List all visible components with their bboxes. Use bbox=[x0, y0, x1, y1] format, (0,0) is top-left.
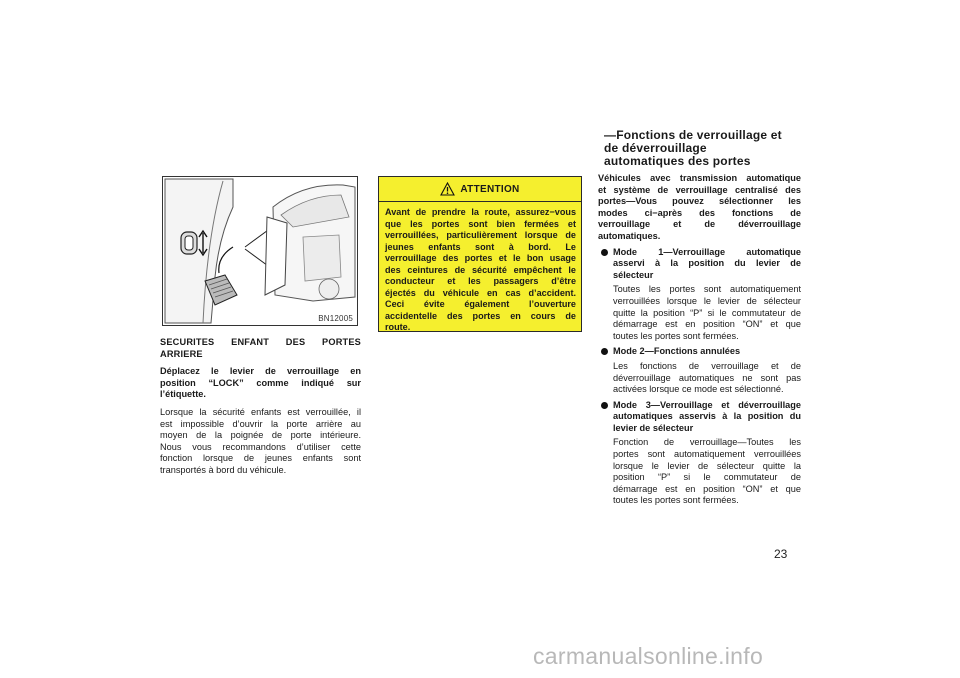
intro-paragraph bbox=[598, 173, 801, 243]
warning-line: jeunes enfants sont à bord. Le bbox=[385, 241, 576, 252]
warning-line: accidentelle des portes en cours de bbox=[385, 310, 576, 321]
text-line: levier de sélecteur bbox=[613, 422, 694, 433]
text-line: déverrouillage automatiques ne sont pas bbox=[613, 372, 801, 383]
warning-line: Avant de prendre la route, assurez−vous bbox=[385, 207, 576, 217]
attention-header bbox=[379, 177, 581, 201]
section-heading bbox=[160, 337, 361, 360]
site-watermark: carmanualsonline.info bbox=[533, 643, 764, 669]
instruction-paragraph bbox=[160, 366, 361, 401]
warning-line: verrouillage des portes et le bon usage bbox=[385, 253, 576, 263]
warning-line: conducteur et les passagers d’être bbox=[385, 276, 576, 286]
text-line: moyen de la poignée de porte intérieure. bbox=[160, 430, 361, 441]
auto-lock-section bbox=[598, 173, 801, 507]
title-line: automatiques des portes bbox=[604, 154, 751, 168]
child-lock-illustration bbox=[162, 176, 358, 326]
text-line: asservi à la position du levier de bbox=[613, 258, 801, 269]
mode-heading bbox=[598, 346, 801, 358]
mode-description bbox=[598, 437, 801, 507]
text-line: portes—Vous pouvez sélectionner les bbox=[598, 196, 801, 207]
text-line: automatiques asservis à la position du bbox=[613, 411, 801, 422]
warning-line: que les portes sont bien fermées et bbox=[385, 218, 576, 229]
heading-line: SECURITES ENFANT DES PORTES bbox=[160, 337, 361, 347]
text-line: Déplacez le levier de verrouillage en bbox=[160, 366, 361, 377]
text-line: verrouillage et de déverrouillage bbox=[598, 219, 801, 230]
text-line: quitte la position “P” si le commutateur de bbox=[613, 307, 801, 318]
warning-line: des ceintures de sécurité empêchent le bbox=[385, 264, 576, 275]
text-line: position “P” si le commutateur de bbox=[613, 472, 801, 483]
attention-box bbox=[378, 176, 582, 332]
child-safety-section bbox=[160, 337, 361, 477]
text-line: Fonction de verrouillage—Toutes les bbox=[613, 437, 801, 448]
text-line: lorsque le levier de sélecteur quitte la bbox=[613, 460, 801, 471]
mode-1-item bbox=[598, 247, 801, 343]
text-line: automatiques. bbox=[598, 230, 661, 241]
text-line: Lorsque la sécurité enfants est verrouillée, il bbox=[160, 406, 361, 417]
mode-3-item bbox=[598, 400, 801, 507]
text-line: toutes les portes sont fermées. bbox=[613, 330, 739, 341]
mode-heading bbox=[598, 400, 801, 435]
text-line: modes ci−après des fonctions de bbox=[598, 207, 801, 218]
text-line: démarrage est en position “ON” et que bbox=[613, 319, 801, 330]
text-line: Mode 1—Verrouillage automatique bbox=[613, 246, 801, 257]
text-line: activées lorsque ce mode est sélectionné. bbox=[613, 384, 784, 395]
title-line: de déverrouillage bbox=[604, 141, 707, 155]
mode-heading bbox=[598, 247, 801, 282]
text-line: et système de verrouillage centralisé des bbox=[598, 184, 801, 195]
text-line: Les fonctions de verrouillage et de bbox=[613, 360, 801, 371]
text-line: Toutes les portes sont automatiquement bbox=[613, 284, 801, 295]
warning-line: verrouillées, particulièrement lorsque de bbox=[385, 230, 576, 240]
text-line: l’étiquette. bbox=[160, 389, 206, 400]
title-line: —Fonctions de verrouillage et bbox=[604, 128, 782, 142]
door-lock-drawing bbox=[163, 177, 357, 325]
attention-divider bbox=[379, 201, 581, 202]
section-title bbox=[604, 129, 804, 168]
attention-title: ATTENTION bbox=[460, 183, 520, 195]
warning-triangle-icon bbox=[440, 182, 455, 196]
bullet-icon bbox=[601, 249, 608, 256]
text-line: démarrage est en position “ON” et que bbox=[613, 483, 801, 494]
text-line: fonction lorsque de jeunes enfants sont bbox=[160, 453, 361, 464]
warning-line: Ceci évite également l’ouverture bbox=[385, 299, 576, 309]
text-line: position “LOCK” comme indiqué sur bbox=[160, 377, 361, 388]
text-line: transportés à bord du véhicule. bbox=[160, 464, 287, 475]
figure-code: BN12005 bbox=[318, 314, 353, 323]
explanation-paragraph bbox=[160, 407, 361, 477]
mode-description bbox=[598, 361, 801, 396]
text-line: verrouillées lorsque le levier de sélecteur bbox=[613, 295, 801, 306]
text-line: Véhicules avec transmission automatique bbox=[598, 173, 801, 183]
text-line: Nous vous recommandons d’utiliser cette bbox=[160, 441, 361, 452]
text-line: portes sont automatiquement verrouillées bbox=[613, 449, 801, 460]
text-line: Mode 2—Fonctions annulées bbox=[613, 346, 741, 357]
mode-description bbox=[598, 284, 801, 342]
page-number: 23 bbox=[774, 547, 788, 561]
text-line: sélecteur bbox=[613, 269, 654, 280]
mode-2-item bbox=[598, 346, 801, 395]
attention-text bbox=[385, 207, 576, 334]
text-line: toutes les portes sont fermées. bbox=[613, 495, 739, 506]
bullet-icon bbox=[601, 402, 608, 409]
heading-line: ARRIERE bbox=[160, 348, 203, 359]
warning-line: éjectés du véhicule en cas d’accident. bbox=[385, 287, 576, 298]
text-line: est impossible d’ouvrir la porte arrière au bbox=[160, 418, 361, 429]
warning-line: route. bbox=[385, 322, 411, 332]
text-line: Mode 3—Verrouillage et déverrouillage bbox=[613, 399, 801, 410]
